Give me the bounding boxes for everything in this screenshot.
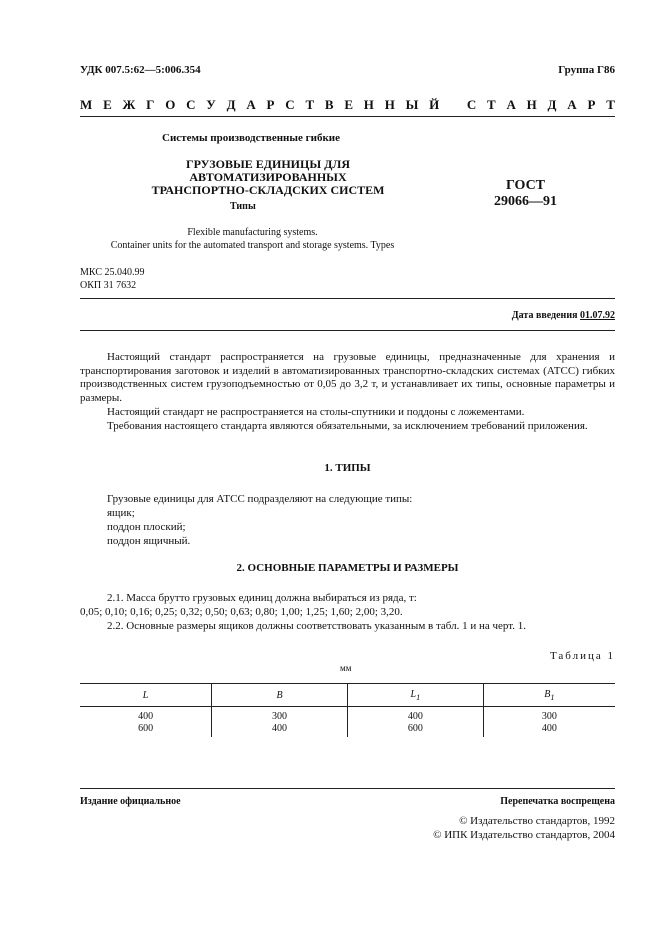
types-list [107,492,607,548]
heading-letter: А [246,97,256,112]
gost-label: ГОСТ [505,178,546,193]
table-cell: 400 600 [347,707,483,738]
table-header: $L_1$ [347,684,483,707]
heading-letter: Г [146,97,155,112]
mass-values: 0,05; 0,10; 0,16; 0,25; 0,32; 0,50; 0,63; 0,80; 1,00; 1,25; 1,60; 2,00; 3,20. [80,606,403,618]
clause-2-2: 2.2. Основные размеры ящиков должны соответствовать указанным в табл. 1 и на черт. 1. [107,620,527,632]
date-value: 01.07.92 [580,310,615,321]
table-row [80,707,615,738]
type-item: ящик; [107,507,135,519]
divider [80,330,615,331]
classification-codes [80,266,144,292]
section-2-title: 2. ОСНОВНЫЕ ПАРАМЕТРЫ И РАЗМЕРЫ [236,562,459,574]
english-line-1: Flexible manufacturing systems. [187,227,318,238]
dimensions-table [80,683,615,737]
mks-code: МКС 25.040.99 [80,267,145,278]
section-2-body [80,591,615,633]
heading-letter: С [285,97,295,112]
section-1-title: 1. ТИПЫ [324,462,371,474]
table-cell: 300 400 [541,711,557,734]
heading-letter: О [165,97,176,112]
type-item: поддон ящичный. [107,535,191,547]
types-lead: Грузовые единицы для АТСС подразделяют на следующие типы: [107,493,413,505]
heading-letter: Т [305,97,315,112]
heading-letter: Т [606,97,615,112]
reprint-notice: Перепечатка воспрещена [500,796,615,807]
table-header: $B_1$ [483,684,615,707]
subtitle-types: Типы [230,201,256,212]
english-title [80,226,425,252]
header-rule [80,116,615,117]
heading-letter: Д [226,97,236,112]
heading-letter: У [206,97,216,112]
interstate-standard-heading [80,97,615,113]
footer-rule [80,788,615,789]
date-label: Дата введения [511,310,578,321]
heading-letter: С [186,97,196,112]
title-line-1: ГРУЗОВЫЕ ЕДИНИЦЫ ДЛЯ АВТОМАТИЗИРОВАННЫХ [185,157,350,184]
gost-designation [488,178,563,210]
heading-letter: М [80,97,93,112]
title-line-2: ТРАНСПОРТНО-СКЛАДСКИХ СИСТЕМ [151,183,385,197]
table-cell: 300 400 [212,707,348,738]
heading-letter: А [567,97,577,112]
heading-letter: В [324,97,334,112]
copyright-block [433,815,615,842]
okp-code: ОКП 31 7632 [80,280,137,291]
table-caption: Таблица 1 [549,650,615,662]
gost-number: 29066—91 [494,194,557,209]
heading-letter: С [466,97,477,112]
document-title [118,158,418,197]
heading-letter: Й [429,97,440,112]
copyright-line: © ИПК Издательство стандартов, 2004 [433,828,615,841]
heading-letter: Р [587,97,596,112]
official-edition: Издание официальное [80,796,181,807]
english-line-2: Container units for the automated transport and storage systems. Types [110,240,395,251]
intro-paragraph: Настоящий стандарт распространяется на грузовые единицы, предназначенные для хранения и транспортирования заготовок и изделий в автоматизированных транспортно-складских системах (АТСС) гибких производственных систем грузоподъемностью от 0,05 до 3,2 т, и устанавливает их типы, основные параметры и размеры. [80,351,615,404]
heading-letter: Е [103,97,112,112]
table-header: B [212,684,348,707]
heading-letter: Е [344,97,354,112]
heading-letter: Д [547,97,557,112]
type-item: поддон плоский; [107,521,186,533]
heading-letter: Н [363,97,374,112]
heading-letter: Р [266,97,275,112]
udc-code: УДК 007.5:62—5:006.354 [80,64,201,76]
group-code: Группа Г86 [558,64,615,76]
intro-paragraph: Настоящий стандарт не распространяется на столы-спутники и поддоны с ложементами. [107,406,525,418]
table-header: L [80,684,212,707]
table-cell: 400 600 [80,707,212,738]
heading-letter: А [506,97,516,112]
introduction-date [512,310,615,321]
series-title: Системы производственные гибкие [162,132,341,144]
heading-gap [450,97,456,113]
divider [80,298,615,299]
intro-paragraph: Требования настоящего стандарта являются обязательными, за исключением требований приложения. [107,420,588,432]
heading-letter: Ы [405,97,419,112]
heading-letter: Н [526,97,537,112]
heading-letter: Н [384,97,395,112]
heading-letter: Ж [122,97,136,112]
heading-letter: Т [487,97,496,112]
table-units: мм [340,663,352,673]
clause-2-1: 2.1. Масса брутто грузовых единиц должна выбираться из ряда, т: [107,592,417,604]
copyright-line: © Издательство стандартов, 1992 [459,815,615,827]
